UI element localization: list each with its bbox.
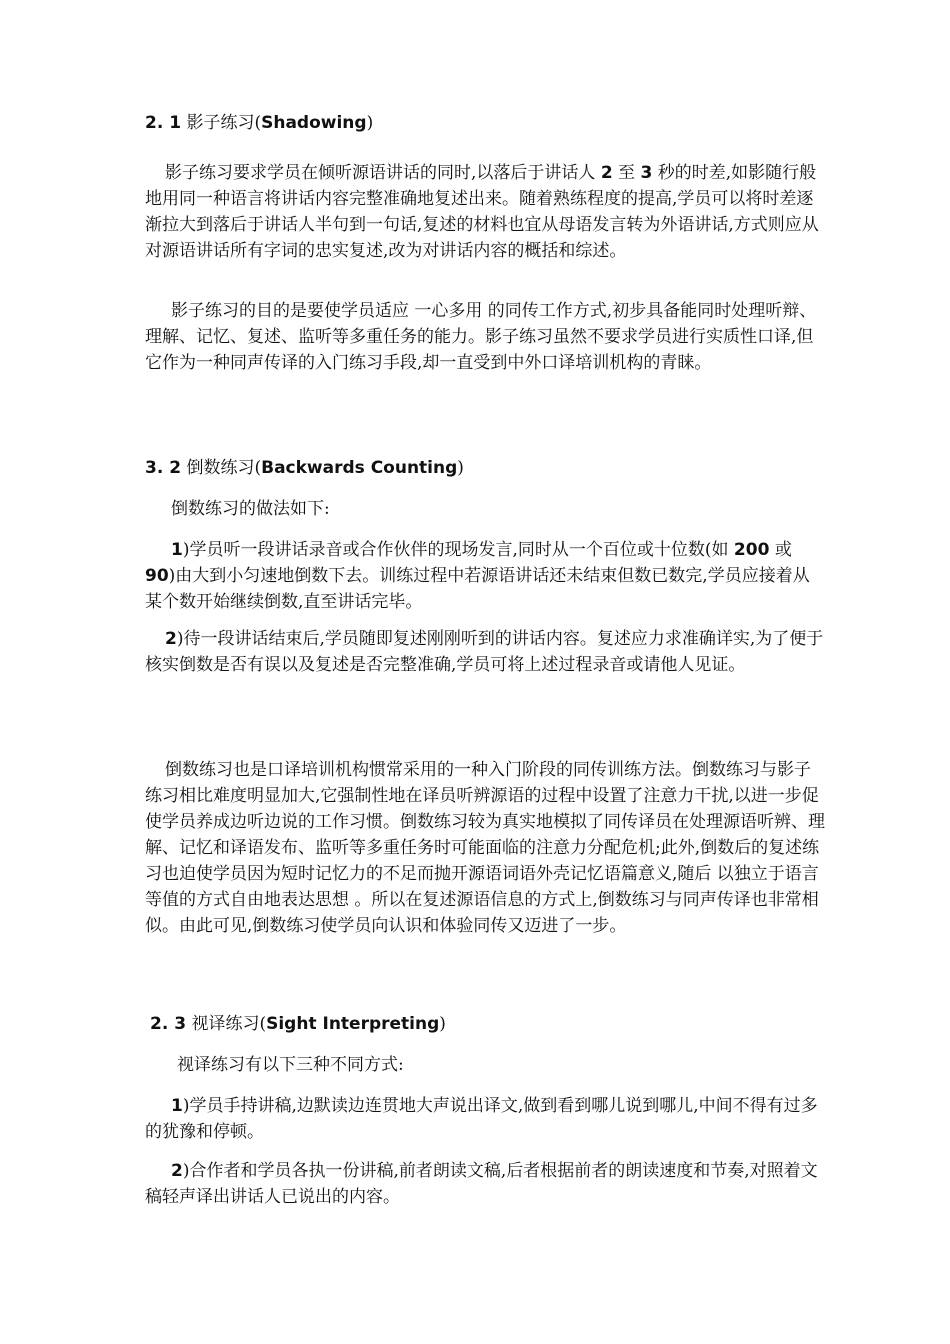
section-number-minor: . 3 — [161, 1014, 187, 1034]
section-title-en: Backwards Counting — [261, 458, 458, 478]
section-title-en: Sight Interpreting — [266, 1014, 440, 1034]
list-item-sight-2: 2)合作者和学员各执一份讲稿,前者朗读文稿,后者根据前者的朗读速度和节奏,对照着文稿轻声译出讲话人已说出的内容。 — [145, 1161, 818, 1207]
section-title-close: ) — [457, 458, 464, 478]
section-number-major: 3 — [145, 458, 157, 478]
section-heading-sight-interpreting — [150, 1012, 446, 1036]
section-title-close: ) — [366, 113, 374, 133]
section-heading-backwards-counting — [145, 456, 464, 480]
section-title-cn: 倒数练习( — [181, 458, 262, 478]
list-item-backwards-2: 2)待一段讲话结束后,学员随即复述刚刚听到的讲话内容。复述应力求准确详实,为了便于核实倒数是否有误以及复述是否完整准确,学员可将上述过程录音或请他人见证。 — [145, 629, 824, 675]
section-heading-shadowing — [145, 111, 373, 135]
section-number-major: 2 — [145, 113, 157, 133]
section-title-close: ) — [439, 1014, 446, 1034]
section-title-cn: 视译练习( — [186, 1014, 267, 1034]
section-number-major: 2 — [150, 1014, 162, 1034]
list-item-backwards-1: 1)学员听一段讲话录音或合作伙伴的现场发言,同时从一个百位或十位数(如 200 或 90)由大到小匀速地倒数下去。训练过程中若源语讲话还未结束但数已数完,学员应接着从某个数开始继续倒数,直至讲话完毕。 — [145, 540, 810, 612]
section-title-en: Shadowing — [261, 113, 367, 133]
paragraph-shadowing-description: 影子练习要求学员在倾听源语讲话的同时,以落后于讲话人 2 至 3 秒的时差,如影随行般地用同一种语言将讲话内容完整准确地复述出来。随着熟练程度的提高,学员可以将时差逐渐拉大到落后于讲话人半句到一句话,复述的材料也宜从母语发言转为外语讲话,方式则应从对源语讲话所有字词的忠实复述,改为对讲话内容的概括和综述。 — [145, 163, 819, 261]
paragraph-backwards-discussion: 倒数练习也是口译培训机构惯常采用的一种入门阶段的同传训练方法。倒数练习与影子练习相比难度明显加大,它强制性地在译员听辨源语的过程中设置了注意力干扰,以进一步促使学员养成边听边说的工作习惯。倒数练习较为真实地模拟了同传译员在处理源语听辨、理解、记忆和译语发布、监听等多重任务时可能面临的注意力分配危机;此外,倒数后的复述练习也迫使学员因为短时记忆力的不足而抛开源语词语外壳记忆语篇意义,随后 以独立于语言等值的方式自由地表达思想 。所以在复述源语信息的方式上,倒数练习与同声传译也非常相似。由此可见,倒数练习使学员向认识和体验同传又迈进了一步。 — [145, 760, 825, 936]
paragraph-backwards-intro: 倒数练习的做法如下: — [171, 499, 330, 519]
list-item-sight-1: 1)学员手持讲稿,边默读边连贯地大声说出译文,做到看到哪儿说到哪儿,中间不得有过多的犹豫和停顿。 — [145, 1096, 818, 1142]
paragraph-shadowing-purpose: 影子练习的目的是要使学员适应 一心多用 的同传工作方式,初步具备能同时处理听辩、理解、记忆、复述、监听等多重任务的能力。影子练习虽然不要求学员进行实质性口译,但它作为一种同声传译的入门练习手段,却一直受到中外口译培训机构的青睐。 — [145, 301, 817, 373]
section-title-cn: 影子练习( — [181, 113, 262, 133]
paragraph-sight-intro: 视译练习有以下三种不同方式: — [177, 1055, 404, 1075]
section-number-minor: . 1 — [156, 113, 182, 133]
section-number-minor: . 2 — [156, 458, 182, 478]
